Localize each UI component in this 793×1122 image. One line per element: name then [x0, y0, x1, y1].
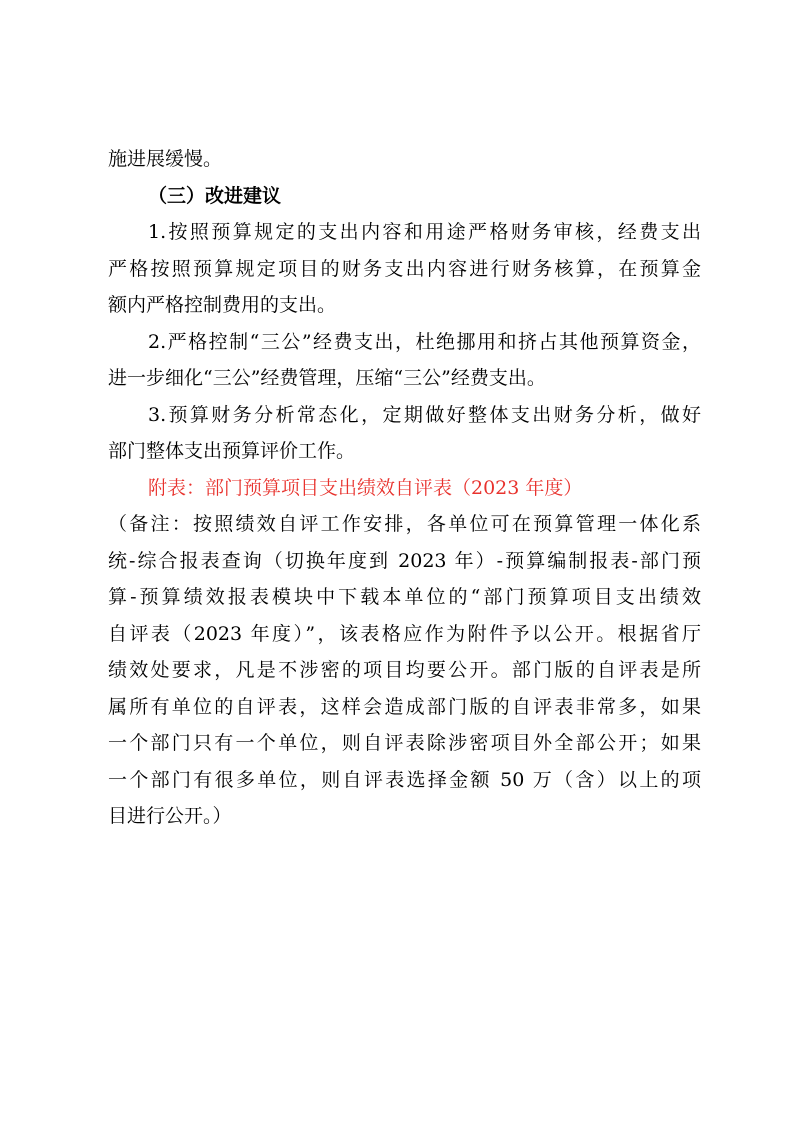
- note-line-3: 算-预算绩效报表模块中下载本单位的“部门预算项目支出绩效: [108, 586, 701, 608]
- note-line-2: 统-综合报表查询（切换年度到 2023 年）-预算编制报表-部门预: [108, 549, 701, 572]
- note-line-5: 绩效处要求，凡是不涉密的项目均要公开。部门版的自评表是所: [108, 659, 701, 681]
- note-line-7: 一个部门只有一个单位，则自评表除涉密项目外全部公开；如果: [108, 732, 701, 754]
- item-3-line-1: 3.预算财务分析常态化，定期做好整体支出财务分析，做好: [148, 403, 701, 426]
- item-1-line-1: 1.按照预算规定的支出内容和用途严格财务审核，经费支出: [148, 221, 701, 243]
- item-2-line-1: 2.严格控制“三公”经费支出，杜绝挪用和挤占其他预算资金，: [148, 330, 701, 353]
- item-1-line-2: 严格按照预算规定项目的财务支出内容进行财务核算，在预算金: [108, 257, 701, 280]
- item-3-line-2: 部门整体支出预算评价工作。: [108, 440, 356, 462]
- note-line-8: 一个部门有很多单位，则自评表选择金额 50 万（含）以上的项: [108, 768, 701, 791]
- item-2-line-2: 进一步细化“三公”经费管理，压缩“三公”经费支出。: [108, 367, 546, 389]
- section-heading: （三）改进建议: [148, 184, 282, 207]
- note-line-9: 目进行公开。）: [108, 805, 232, 827]
- document-page: [108, 141, 701, 835]
- paragraph-continuation-line-1: 施进展缓慢。: [108, 148, 223, 170]
- note-line-4: 自评表（2023 年度）”，该表格应作为附件予以公开。根据省厅: [108, 622, 701, 645]
- appendix-title: 附表：部门预算项目支出绩效自评表（2023 年度）: [148, 476, 583, 499]
- item-1-line-3: 额内严格控制费用的支出。: [108, 294, 337, 316]
- note-line-6: 属所有单位的自评表，这样会造成部门版的自评表非常多，如果: [108, 695, 701, 718]
- note-line-1: （备注：按照绩效自评工作安排，各单位可在预算管理一体化系: [108, 513, 701, 535]
